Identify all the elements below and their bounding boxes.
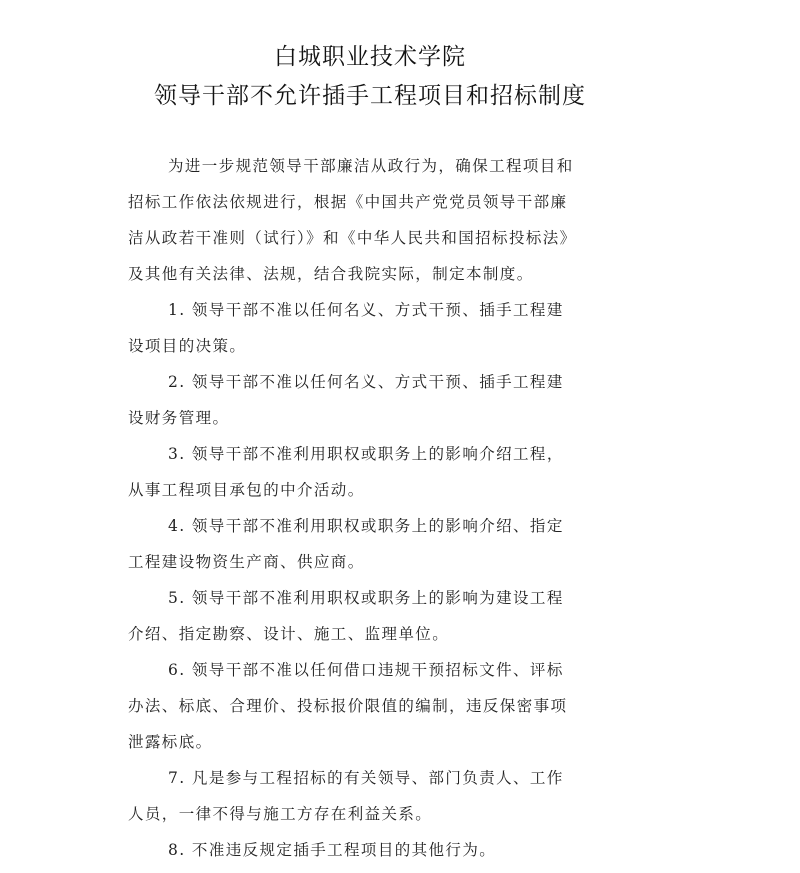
rule-6-line: 6. 领导干部不准以任何借口违规干预招标文件、评标 bbox=[168, 661, 564, 679]
preamble-line: 为进一步规范领导干部廉洁从政行为，确保工程项目和 bbox=[168, 157, 574, 175]
rule-2-line: 设财务管理。 bbox=[128, 409, 230, 427]
document-title-institution: 白城职业技术学院 bbox=[274, 44, 466, 70]
rule-7-line: 人员，一律不得与施工方存在利益关系。 bbox=[128, 805, 433, 823]
rule-3-line: 从事工程项目承包的中介活动。 bbox=[128, 481, 365, 499]
preamble-line: 及其他有关法律、法规，结合我院实际，制定本制度。 bbox=[128, 265, 534, 283]
rule-1-line: 设项目的决策。 bbox=[128, 337, 247, 355]
document-title-regulation: 领导干部不允许插手工程项目和招标制度 bbox=[154, 83, 586, 109]
rule-8-line: 8. 不准违反规定插手工程项目的其他行为。 bbox=[168, 841, 497, 859]
rule-6-line: 办法、标底、合理价、投标报价限值的编制，违反保密事项 bbox=[128, 697, 568, 715]
rule-5-line: 5. 领导干部不准利用职权或职务上的影响为建设工程 bbox=[168, 589, 564, 607]
rule-4-line: 4. 领导干部不准利用职权或职务上的影响介绍、指定 bbox=[168, 517, 564, 535]
rule-7-line: 7. 凡是参与工程招标的有关领导、部门负责人、工作 bbox=[168, 769, 564, 787]
rule-6-line: 泄露标底。 bbox=[128, 733, 213, 751]
rule-5-line: 介绍、指定勘察、设计、施工、监理单位。 bbox=[128, 625, 450, 643]
rule-1-line: 1. 领导干部不准以任何名义、方式干预、插手工程建 bbox=[168, 301, 564, 319]
preamble-line: 招标工作依法依规进行，根据《中国共产党党员领导干部廉 bbox=[128, 193, 568, 211]
rule-4-line: 工程建设物资生产商、供应商。 bbox=[128, 553, 365, 571]
document-body bbox=[128, 148, 618, 868]
preamble-line: 洁从政若干准则（试行）》和《中华人民共和国招标投标法》 bbox=[128, 229, 577, 247]
rule-2-line: 2. 领导干部不准以任何名义、方式干预、插手工程建 bbox=[168, 373, 564, 391]
rule-3-line: 3. 领导干部不准利用职权或职务上的影响介绍工程， bbox=[168, 445, 564, 463]
